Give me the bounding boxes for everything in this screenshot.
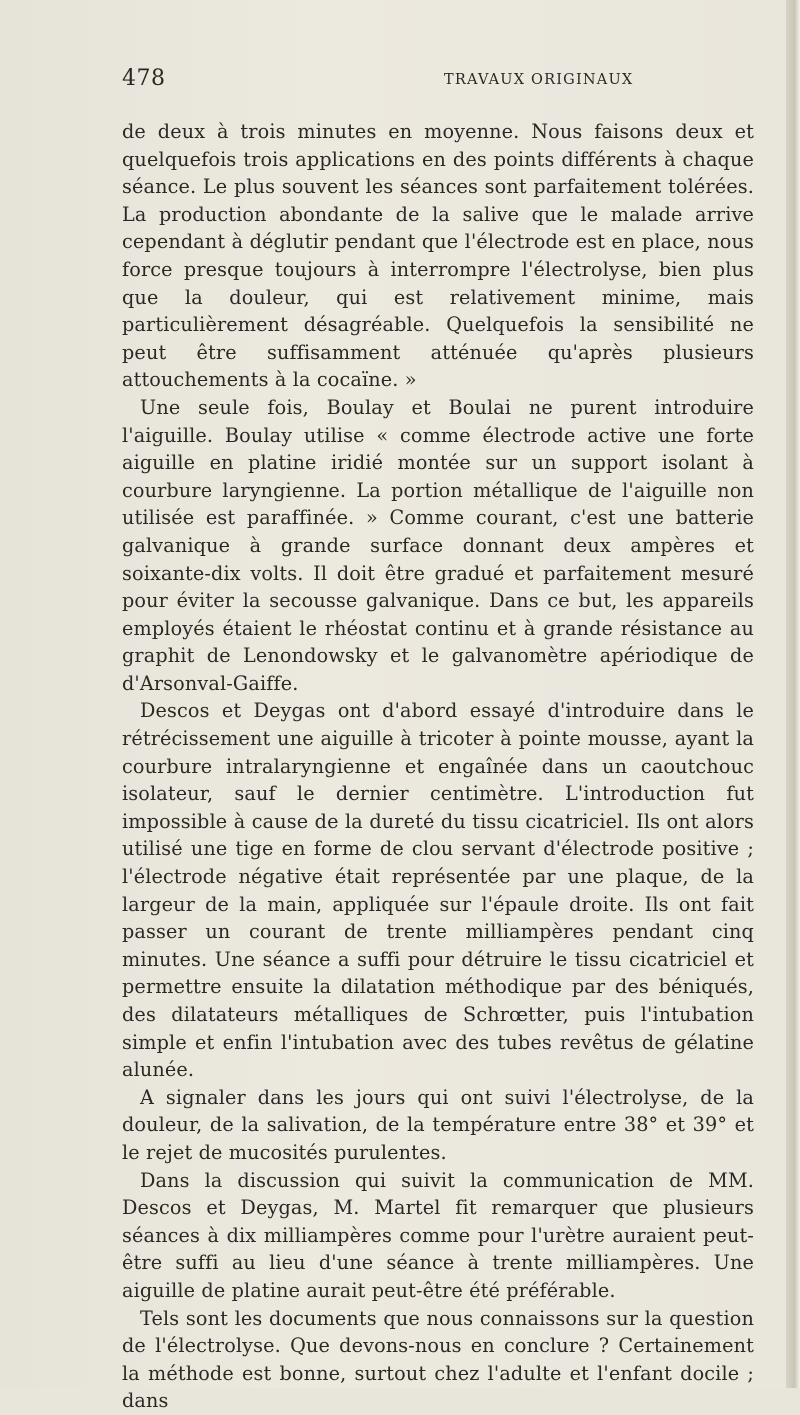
page-header bbox=[122, 66, 762, 96]
paragraph-3: Descos et Deygas ont d'abord essayé d'introduire dans le rétrécissement une aiguille à tricoter à pointe mousse, ayant la courbure intralaryngienne et engaînée dans un caoutchouc isolateur, sauf le dernier centimètre. L'introduction fut impossible à cause de la dureté du tissu cicatriciel. Ils ont alors utilisé une tige en forme de clou servant d'électrode positive ; l'électrode négative était représentée par une plaque, de la largeur de la main, appliquée sur l'épaule droite. Ils ont fait passer un courant de trente milliampères pendant cinq minutes. Une séance a suffi pour détruire le tissu cicatriciel et permettre ensuite la dilatation méthodique par des béniqués, des dilatateurs métalliques de Schrœtter, puis l'intubation simple et enfin l'intubation avec des tubes revêtus de gélatine alunée. bbox=[122, 699, 754, 1082]
paragraph-2: Une seule fois, Boulay et Boulai ne purent introduire l'aiguille. Boulay utilise « comme électrode active une forte aiguille en platine iridié montée sur un support isolant à courbure laryngienne. La portion métallique de l'aiguille non utilisée est paraffinée. » Comme courant, c'est une batterie galvanique à grande surface donnant deux ampères et soixante-dix volts. Il doit être gradué et parfaitement mesuré pour éviter la secousse galvanique. Dans ce but, les appareils employés étaient le rhéostat continu et à grande résistance au graphit de Lenondowsky et le galvanomètre apériodique de d'Arsonval-Gaiffe. bbox=[122, 395, 754, 695]
paragraph-6: Tels sont les documents que nous connaissons sur la question de l'électrolyse. Que devons-nous en conclure ? Certainement la méthode est bonne, surtout chez l'adulte et l'enfant docile ; dans bbox=[122, 1306, 754, 1413]
body-text bbox=[122, 118, 754, 1415]
page-number: 478 bbox=[122, 66, 166, 91]
paragraph-5: Dans la discussion qui suivit la communication de MM. Descos et Deygas, M. Martel fit remarquer que plusieurs séances à dix milliampères comme pour l'urètre auraient peut-être suffi au lieu d'une séance à trente milliampères. Une aiguille de platine aurait peut-être été préférable. bbox=[122, 1168, 754, 1302]
running-title: TRAVAUX ORIGINAUX bbox=[444, 72, 634, 88]
page-edge-shadow bbox=[786, 0, 800, 1388]
paragraph-4: A signaler dans les jours qui ont suivi l'électrolyse, de la douleur, de la salivation, de la température entre 38° et 39° et le rejet de mucosités purulentes. bbox=[122, 1085, 754, 1164]
paragraph-1: de deux à trois minutes en moyenne. Nous faisons deux et quelquefois trois applications en des points différents à chaque séance. Le plus souvent les séances sont parfaitement tolérées. La production abondante de la salive que le malade arrive cependant à déglutir pendant que l'électrode est en place, nous force presque toujours à interrompre l'électrolyse, bien plus que la douleur, qui est relativement minime, mais particulièrement désagréable. Quelquefois la sensibilité ne peut être suffisamment atténuée qu'après plusieurs attouchements à la cocaïne. » bbox=[122, 120, 754, 392]
